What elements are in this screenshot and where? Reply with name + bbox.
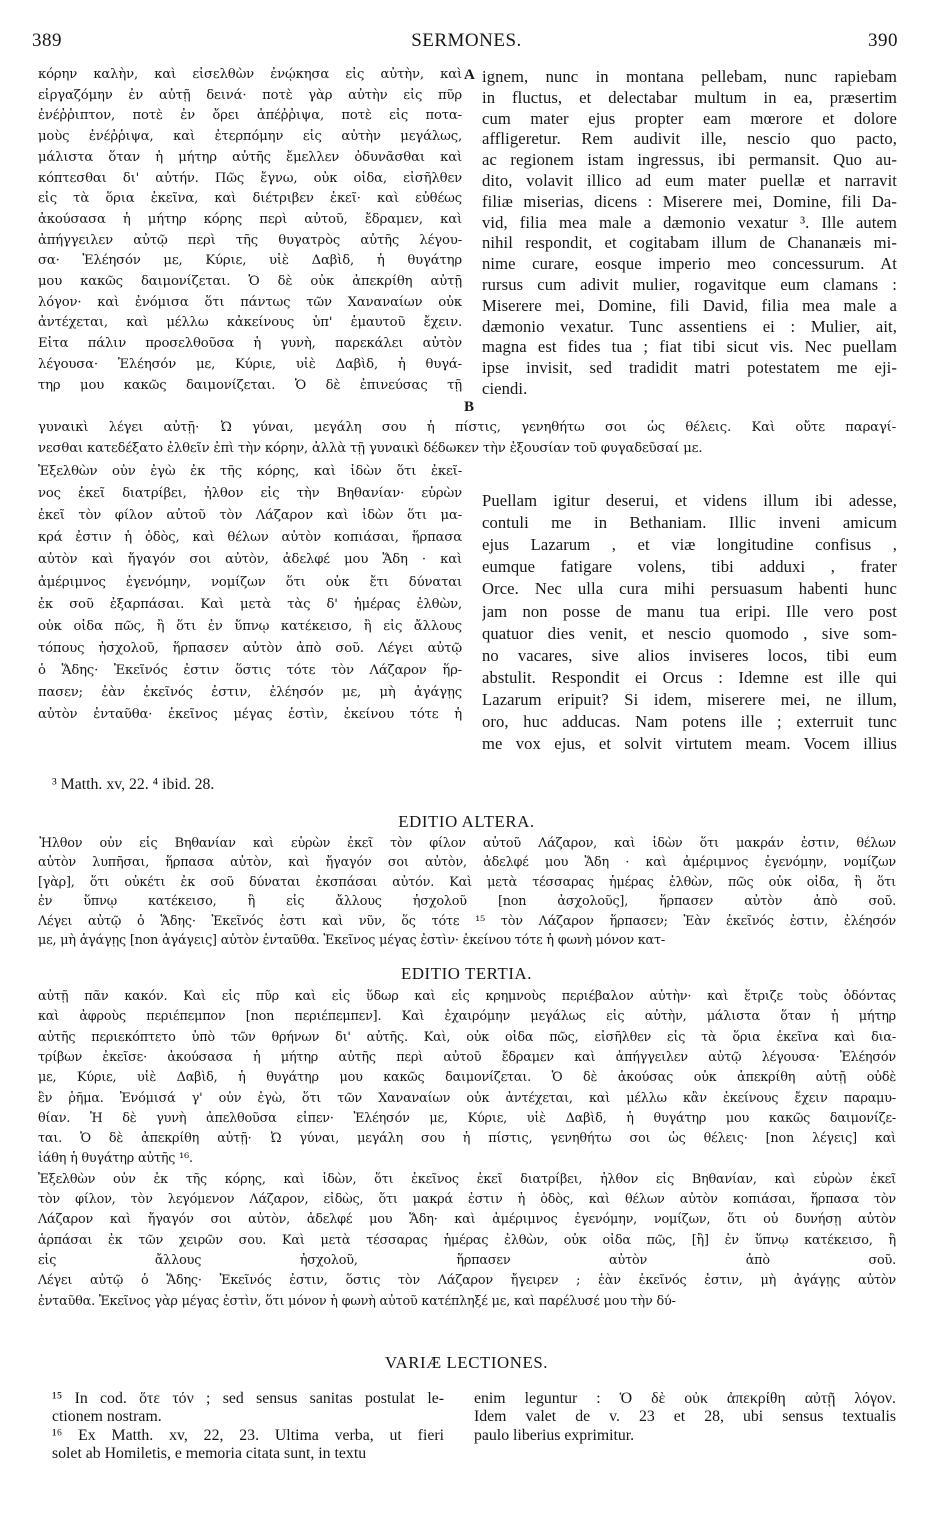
text-line: καὶ ἀφροὺς περιέπεμπον [non περιέπεμπεν]. Καὶ ἐχαιρόμην μεγάλως εἰς αὐτὴν, μάλιστα ὅταν ἡ μήτηρ: [38, 1009, 896, 1025]
text-line: εἰς ἄλλους ἠσχολοῦ, ἥρπασεν αὐτὸν ἀπὸ σοῦ.: [38, 1252, 896, 1268]
text-line: με, μὴ ἀγάγῃς [non ἀγάγεις] αὐτὸν ἐνταῦθα. Ἐκεῖνος μέγας ἐστὶν· ἐκείνου τότε ἡ φωνὴ μόνον κατ-: [38, 933, 666, 948]
text-line: contuli me in Bethaniam. Illic inveni amicum: [482, 513, 897, 533]
text-line: Idem valet de v. 23 et 28, ubi sensus textualis: [474, 1408, 896, 1426]
margin-marker-a: A: [464, 67, 475, 83]
footnote-references: ³ Matth. xv, 22. ⁴ ibid. 28.: [52, 776, 215, 793]
text-line: ἀντέχεται, καὶ μέλλω κἀκείνους ὑπ' ἐμαυτοῦ ἔχειν.: [38, 315, 462, 331]
text-line: dæmonio vexatur. Tunc assentiens ei : Mulier, ait,: [482, 316, 897, 336]
text-line: λέγουσα· Ἐλέησόν με, Κύριε, υἱὲ Δαβὶδ, ἡ θυγά-: [38, 356, 462, 372]
text-line: Ἦλθον οὖν εἰς Βηθανίαν καὶ εὑρὼν ἐκεῖ τὸν φίλον αὐτοῦ Λάζαρον, καὶ ἰδὼν ὅτι μακράν ἐστιν, θέλων: [38, 836, 896, 851]
text-line: ciendi.: [482, 379, 528, 398]
running-title: SERMONES.: [411, 30, 522, 51]
text-line: πασεν; ἐὰν ἐκεῖνός ἐστιν, ἐλέησόν με, μὴ ἀγάγῃς: [38, 685, 462, 700]
text-line: Lazarum eripuit? Si idem, miserere mei, ne illum,: [482, 689, 897, 709]
text-line: ἁρπάσαι ἐκ τῶν χειρῶν σου. Καὶ μετὰ τέσσαρας ἡμέρας ἐλθὼν, οὐκ οἶδα πῶς, [ἢ] ἐν ὕπνῳ κατέκεισο, ἢ: [38, 1232, 896, 1248]
text-line: μάλιστα ὅταν ἡ μήτηρ αὐτῆς ἔμελλεν ὀδυνᾶσθαι καὶ: [38, 149, 462, 165]
text-line: μοὺς ἐνέῤῥιψα, καὶ ἐτερπόμην εἰς αὐτὴν μεγάλως,: [38, 129, 462, 145]
text-line: κόρην καλὴν, καὶ εἰσελθὼν ἐνῴκησα εἰς αὐτὴν, καὶ: [38, 67, 462, 82]
text-line: τρίβων ἐκεῖσε· ἀκούσασα ἡ μήτηρ αὐτῆς περὶ αὐτοῦ ἔδραμεν καὶ ἀπήγγειλεν αὐτῷ λέγουσα· Ἐλέησόν: [38, 1049, 896, 1065]
text-line: eumque fatigare volens, tibi adduxi , frater: [482, 557, 897, 577]
page-number-right: 390: [868, 30, 898, 51]
text-line: ἀκούσασα ἡ μήτηρ κόρης περὶ αὐτοῦ, ἔδραμεν, καὶ: [38, 211, 462, 227]
text-line: κρά ἐστιν ἡ ὁδὸς, καὶ θέλων αὐτὸν κοπιάσαι, ἥρπασα: [38, 530, 462, 546]
text-line: ἐν ὕπνῳ κατέκεισο, ἢ εἰς ἄλλους ἠσχολοῦ [non ἀσχολοῦς], ἥρπασεν αὐτὸν ἀπὸ σοῦ.: [38, 894, 896, 910]
text-line: νεσθαι κατεδέξατο ἐλθεῖν ἐπὶ τὴν κόρην, ἀλλὰ τῇ γυναικὶ δέδωκεν τὴν ἐξουσίαν τοῦ φυγαδεῦσαί με.: [38, 441, 703, 456]
text-line: jam non posse de manu tua eripi. Ille vero post: [482, 601, 897, 621]
text-line: vid, filia mea male a dæmonio vexatur ³. Ille autem: [482, 212, 897, 232]
text-line: μου κακῶς δαιμονίζεται. Ὁ δὲ οὐκ ἀπεκρίθη αὐτῇ: [38, 274, 462, 289]
text-line: paulo liberius exprimitur.: [474, 1426, 635, 1444]
text-line: no vacares, sive alios inviseres locos, tibi eum: [482, 645, 897, 665]
text-line: dito, volavit illico ad eum mater puellæ et narravit: [482, 171, 897, 190]
text-line: νος ἐκεῖ διατρίβει, ἦλθον εἰς τὴν Βηθανίαν· εὑρὼν: [38, 486, 462, 502]
text-line: Puellam igitur deserui, et videns illum ibi adesse,: [482, 491, 897, 510]
text-line: ται. Ὁ δὲ ἀπεκρίθη αὐτῇ· Ὦ γύναι, μεγάλη σου ἡ πίστις, γενηθήτω σοι ὡς θέλεις· [non λέγεις] καὶ: [38, 1131, 896, 1147]
text-line: θίαν. Ἡ δὲ γυνὴ ἀπελθοῦσα εἶπεν· Ἐλέησόν με, Κύριε, υἱὲ Δαβὶδ, ἡ θυγάτηρ μου κακῶς δαιμονίζε-: [38, 1110, 896, 1126]
text-line: Ἐξελθὼν οὖν ἐγὼ ἐκ τῆς κόρης, καὶ ἰδὼν ὅτι ἐκεῖ-: [38, 464, 462, 479]
text-line: nime curare, eosque imperio meo concessurum. At: [482, 254, 897, 274]
text-line: γυναικὶ λέγει αὐτῇ· Ὦ γύναι, μεγάλη σου ἡ πίστις, γενηθήτω σοι ὡς θέλεις. Καὶ οὔτε παραγί-: [38, 420, 896, 435]
text-line: ¹⁵ In cod. ὅτε τόν ; sed sensus sanitas postulat le-: [52, 1390, 444, 1407]
text-line: τὸν φίλον, τὸν λεγόμενον Λάζαρον, εἰδὼς, ὅτι μακρά ἐστιν ἡ ὁδὸς, καὶ θέλων αὐτὸν κοπιάσαι, ἥρπασα τὸν: [38, 1192, 896, 1207]
text-line: αὐτὸν ἐνταῦθα· ἐκεῖνος μέγας ἐστὶν, ἐκείνου τότε ἡ: [38, 707, 462, 723]
text-line: nihil respondit, et cogitabam illum de Chananæis mi-: [482, 233, 897, 253]
text-line: me vox ejus, et solvit virtutem meam. Vocem illius: [482, 734, 897, 754]
margin-marker-b: B: [464, 399, 475, 415]
text-line: Εἶτα πάλιν προσελθοῦσα ἡ γυνὴ, παρεκάλει αὐτὸν: [38, 336, 462, 352]
text-line: αὐτῆς περιεκόπτετο ὑπὸ τῶν θρήνων δι' αὐτῆς. Καὶ, οὐκ οἶδα πῶς, εἰσῆλθεν εἰς τὰ ὅρια ἐκεῖνα καὶ δια-: [38, 1029, 896, 1045]
text-line: ἀπήγγειλεν αὐτῷ περὶ τῆς θυγατρὸς αὐτῆς λέγου-: [38, 232, 462, 248]
text-line: cum mater ejus propter eam mœrore et dolore: [482, 108, 897, 128]
text-line: ἐνταῦθα. Ἐκεῖνος γὰρ μέγας ἐστὶν, ὅτι μόνον ἡ φωνὴ αὐτοῦ κατέπληξέ με, καὶ παρέλυσέ μου τὴν δύ-: [38, 1293, 676, 1309]
text-line: ctionem nostram.: [52, 1408, 162, 1426]
text-line: ipse invisit, sed tradidit matri potestatem me eji-: [482, 358, 897, 378]
editio-tertia-title: EDITIO TERTIA.: [400, 964, 533, 983]
text-line: enim leguntur : Ὁ δὲ οὐκ ἀπεκρίθη αὐτῇ λόγον.: [474, 1390, 896, 1407]
text-line: ἐνέῤῥιπτον, ποτὲ ἐν ὄρει ἀπέῤῥιψα, ποτὲ εἰς ποτα-: [38, 108, 462, 124]
text-line: εἰς τὰ ὅρια ἐκεῖνα, καὶ διέτριβεν ἐκεῖ· καὶ εὐθέως: [38, 191, 462, 207]
text-line: ἓν ῥῆμα. Ἐνόμισά γ' οὖν ἐγὼ, ὅτι τῶν Χαναναίων οὐκ ἀντέχεται, καὶ μέλλω κἂν ἐκείνους ἔχειν παραμυ-: [38, 1090, 896, 1106]
text-line: Miserere mei, Domine, fili David, filia mea male a: [482, 295, 897, 315]
text-line: ὁ Ἅδης· Ἐκεῖνός ἐστιν ὅστις τότε τὸν Λάζαρον ἥρ-: [38, 662, 462, 678]
text-line: τόπους ἠσχολοῦ, ἥρπασεν αὐτὸν ἀπὸ σοῦ. Λέγει αὐτῷ: [38, 640, 462, 656]
text-line: in fluctus, et delectabar multum in ea, præsertim: [482, 87, 897, 107]
page-number-left: 389: [32, 30, 62, 51]
text-line: oro, huc adducas. Nam potens ille ; exterruit tunc: [482, 712, 897, 731]
text-line: οὐκ οἶδα πῶς, ἢ ὅτι ἐν ὕπνῳ κατέκεισο, ἢ εἰς ἄλλους: [38, 618, 462, 634]
text-line: αὐτῇ πᾶν κακόν. Καὶ εἰς πῦρ καὶ εἰς ὕδωρ καὶ εἰς κρημνοὺς περιέβαλον αὐτὴν· καὶ ἔτριζε τοὺς ὀδόντας: [38, 989, 896, 1004]
text-line: ignem, nunc in montana pellebam, nunc rapiebam: [482, 67, 897, 86]
editio-altera-title: EDITIO ALTERA.: [398, 812, 535, 831]
text-line: solet ab Homiletis, e memoria citata sunt, in textu: [52, 1445, 367, 1463]
text-line: σα· Ἐλέησόν με, Κύριε, υἱὲ Δαβὶδ, ἡ θυγάτηρ: [38, 253, 462, 269]
text-line: Λέγει αὐτῷ ὁ Ἅδης· Ἐκεῖνός ἐστι καὶ νῦν, ὅς τότε ¹⁵ τὸν Λάζαρον ἥρπασεν; Ἐὰν ἐκεῖνός ἐστιν, ἐλέησόν: [38, 913, 896, 929]
text-line: magna est fides tua ; fiat tibi sicut vis. Nec puellam: [482, 337, 897, 357]
text-line: ἐκεῖ τὸν φίλον αὐτοῦ τὸν Λάζαρον καὶ ἰδὼν ὅτι μα-: [38, 508, 462, 524]
text-line: Λάζαρον καὶ ἤγαγόν σοι αὐτὸν, ἀδελφέ μου Ἅδη· καὶ ἀμέριμνος ἐγενόμην, νομίζων, ὅτι οὐ δυνήσῃ αὐτὸν: [38, 1212, 896, 1228]
text-line: ac regionem istam ingressus, ibi permansit. Quo au-: [482, 150, 897, 170]
text-line: ἐκ σοῦ ἐξαρπάσαι. Καὶ μετὰ τὰς δ' ἡμέρας ἐλθὼν,: [38, 596, 462, 612]
text-line: affligeretur. Rem audivit ille, nescio quo pacto,: [482, 129, 897, 149]
text-line: ¹⁶ Ex Matth. xv, 22, 23. Ultima verba, ut fieri: [52, 1426, 444, 1444]
text-line: Ἐξελθὼν οὖν ἐκ τῆς κόρης, καὶ ἰδὼν, ὅτι ἐκεῖνος ἐκεῖ διατρίβει, ἦλθον εἰς Βηθανίαν, καὶ εὑρὼν ἐκεῖ: [38, 1171, 896, 1187]
text-line: rursus cum adivit mulier, rogavitque eum clamans :: [482, 275, 897, 294]
text-line: ejus Lazarum , et viæ longitudine confisus ,: [482, 535, 897, 555]
text-line: ἀμέριμνος ἐγενόμην, νομίζων ὅτι οὐκ ἔτι δύναται: [38, 574, 462, 590]
text-line: λόγον· καὶ ἐνόμισα ὅτι πάντως τῶν Χαναναίων οὐκ: [38, 294, 462, 310]
variae-lectiones-title: VARIÆ LECTIONES.: [384, 1353, 549, 1372]
text-line: quatuor dies venit, et nescio quomodo , sive som-: [482, 623, 897, 643]
text-line: κόπτεσθαι δι' αὐτήν. Πῶς ἔγνω, οὐκ οἶδα, εἰσῆλθεν: [38, 170, 462, 186]
text-line: abstulit. Respondit ei Orcus : Idemne est ille qui: [482, 667, 897, 687]
text-line: αὐτὸν καὶ ἤγαγόν σοι αὐτὸν, ἀδελφέ μου Ἅδη · καὶ: [38, 552, 462, 568]
text-line: filiæ miserias, dicens : Miserere mei, Domine, fili Da-: [482, 191, 897, 211]
text-line: ἰάθη ἡ θυγάτηρ αὐτῆς ¹⁶.: [38, 1151, 193, 1167]
text-line: Orce. Nec ulla cura mihi persuasum habenti hunc: [482, 579, 897, 599]
text-line: τηρ μου κακῶς δαιμονίζεται. Ὁ δὲ ἐπινεύσας τῇ: [38, 377, 462, 393]
text-line: εἰργαζόμην ἐν αὐτῇ δεινά· ποτὲ γὰρ αὐτὴν εἰς πῦρ: [38, 87, 462, 103]
text-line: Λέγει αὐτῷ ὁ Ἅδης· Ἐκεῖνός ἐστιν, ὅστις τὸν Λάζαρον ἤγειρεν ; ἐὰν ἐκεῖνός ἐστιν, μὴ ἀγάγῃς αὐτὸν: [38, 1273, 896, 1289]
text-line: με, Κύριε, υἱὲ Δαβὶδ, ἡ θυγάτηρ μου κακῶς δαιμονίζεται. Ὁ δὲ ἀκούσας οὐκ ἀπεκρίθη αὐτῇ οὐδὲ: [38, 1070, 896, 1086]
text-line: [γὰρ], ὅτι οὐκέτι ἐκ σοῦ δύναται ἐκσπάσαι αὐτόν. Καὶ μετὰ τέσσαρας ἡμέρας ἐλθὼν, πῶς οὐκ οἶδα, ἢ ὅτι: [38, 874, 896, 890]
text-line: αὐτὸν λυπῆσαι, ἥρπασα αὐτὸν, καὶ ἤγαγόν σοι αὐτὸν, ἀδελφέ μου Ἅδη · καὶ ἀμέριμνος ἐγενόμην, νομίζων: [38, 855, 896, 871]
